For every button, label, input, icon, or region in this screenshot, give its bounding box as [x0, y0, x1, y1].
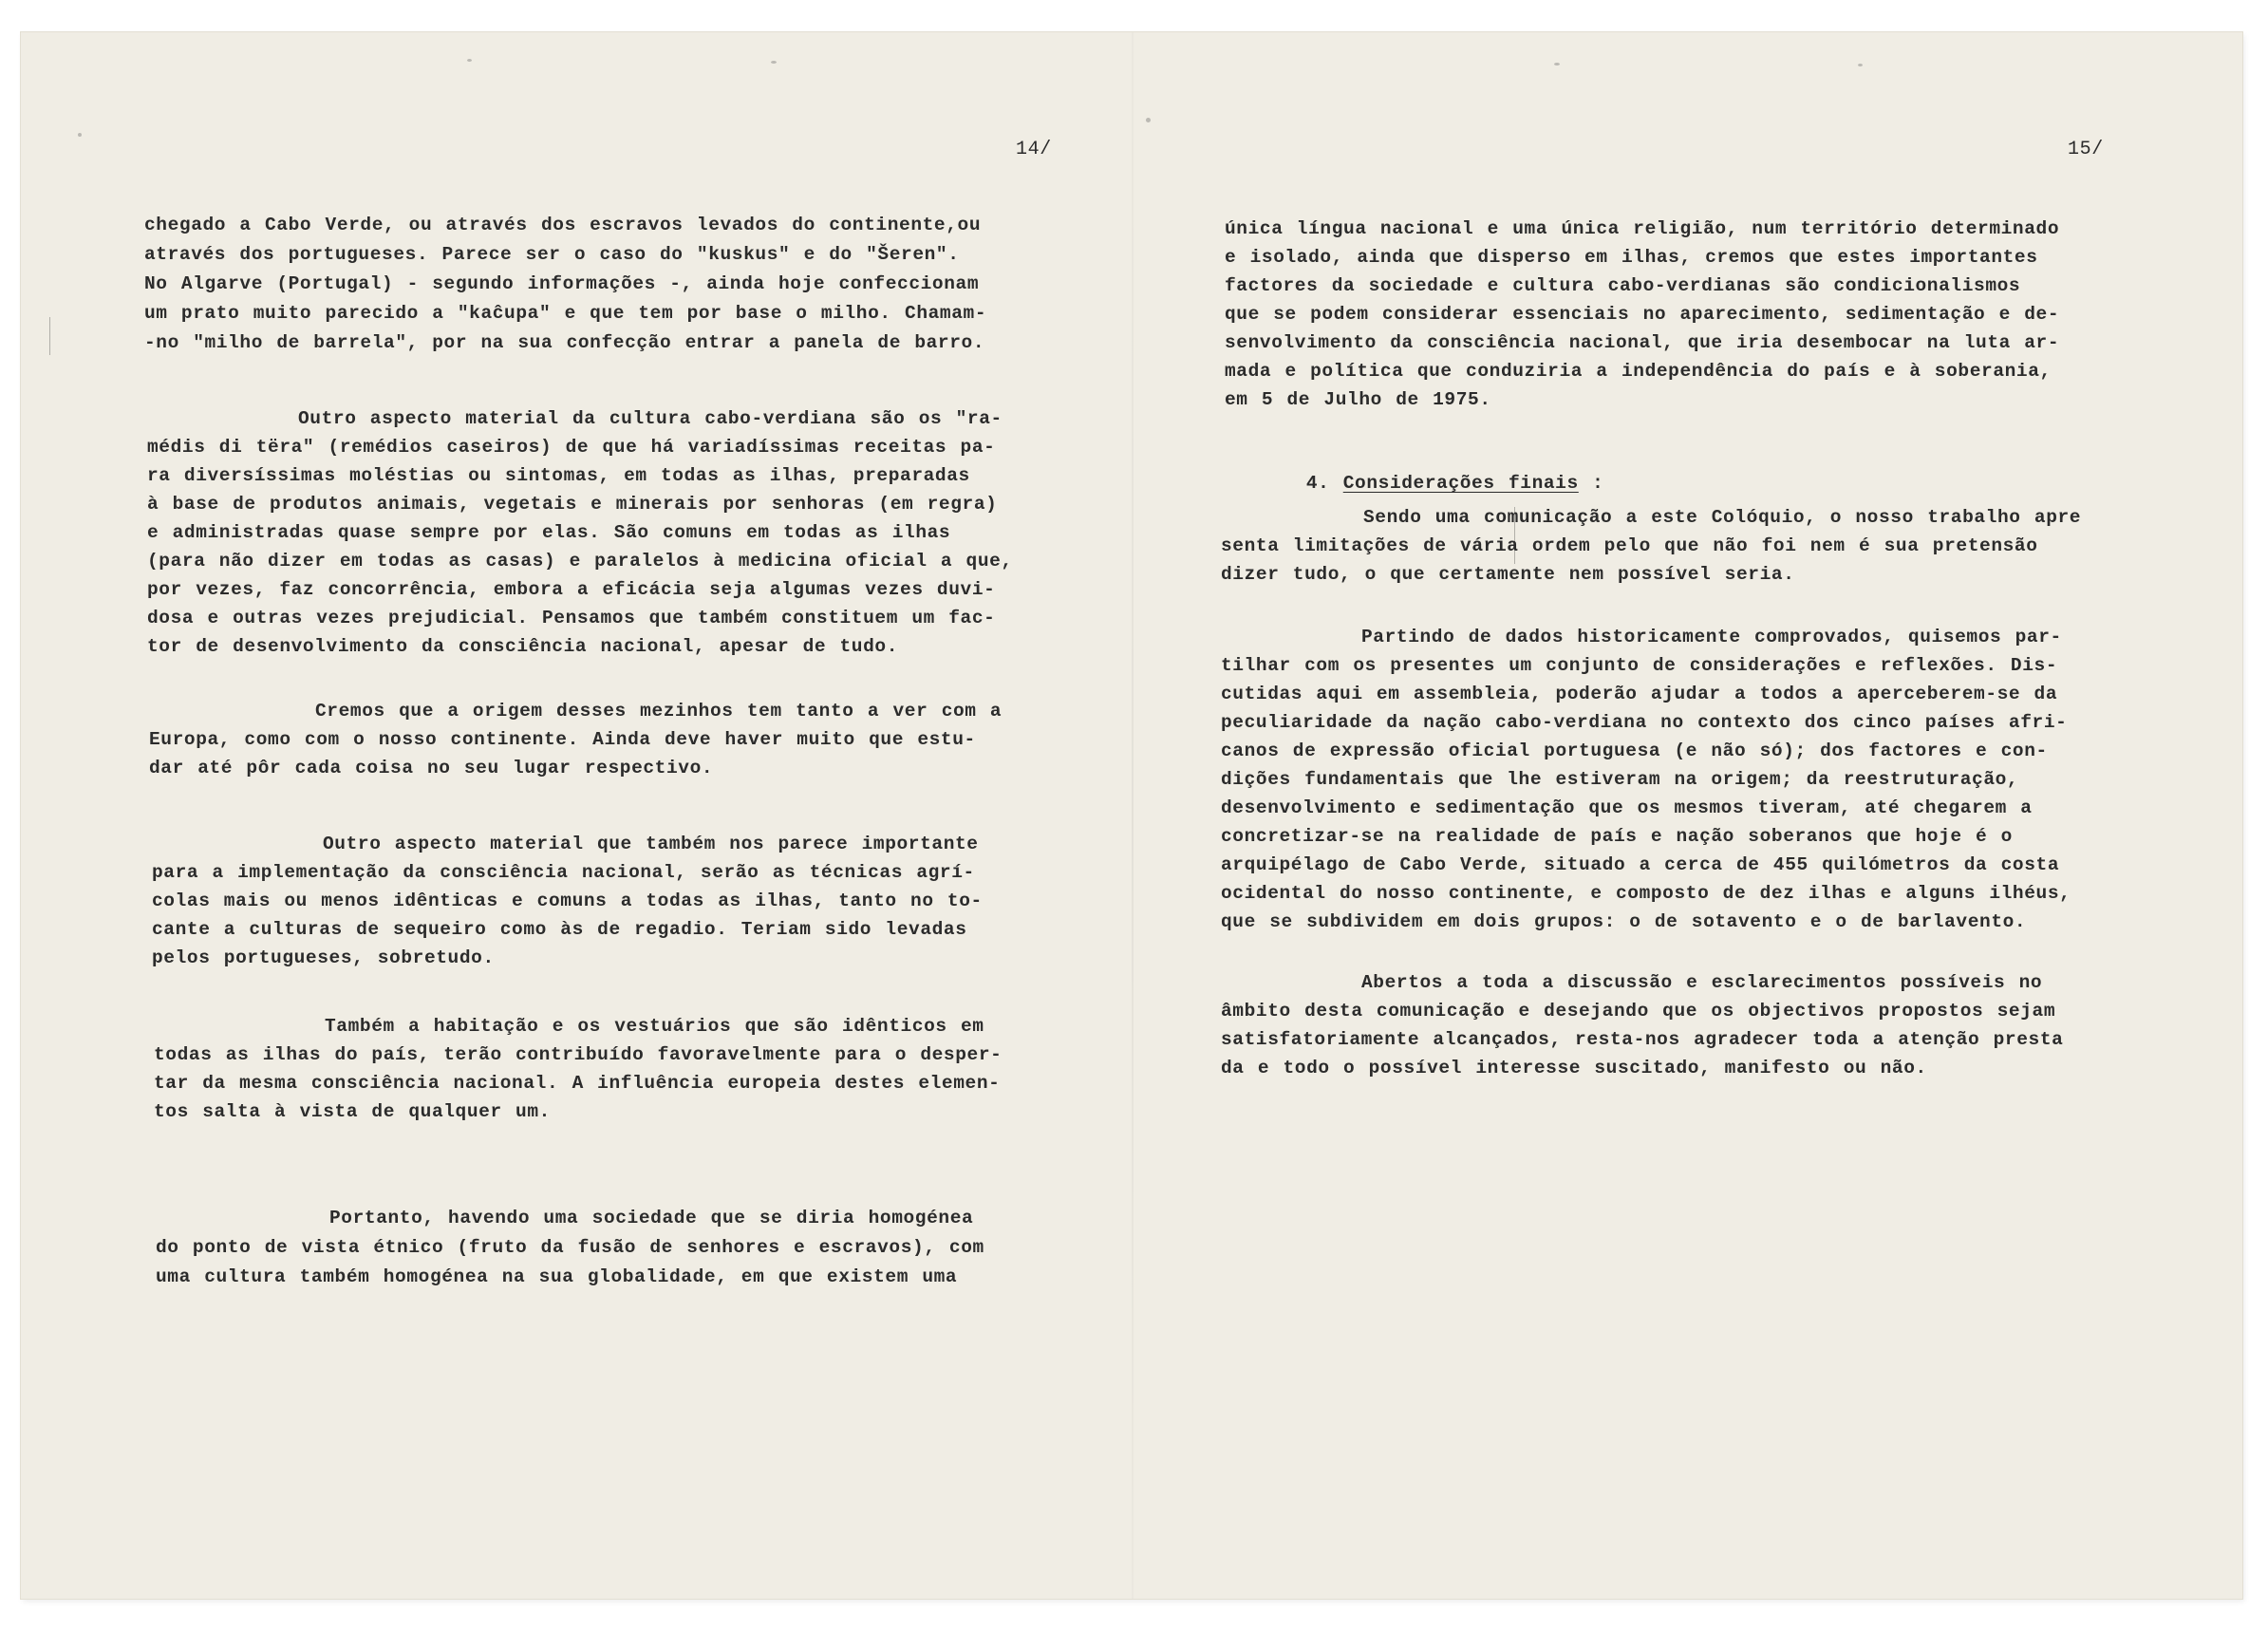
text-line: Abertos a toda a discussão e esclarecimentos possíveis no [1361, 972, 2043, 993]
ink-speck [78, 133, 82, 137]
pencil-mark [49, 317, 50, 355]
text-line: factores da sociedade e cultura cabo-verdianas são condicionalismos [1225, 275, 2021, 296]
text-line: tilhar com os presentes um conjunto de considerações e reflexões. Dis- [1221, 655, 2058, 676]
text-line: tor de desenvolvimento da consciência nacional, apesar de tudo. [147, 636, 899, 657]
text-line: concretizar-se na realidade de país e nação soberanos que hoje é o [1221, 826, 2013, 847]
text-line: chegado a Cabo Verde, ou através dos escravos levados do continente,ou [144, 215, 982, 235]
text-line: Europa, como com o nosso continente. Ainda deve haver muito que estu- [149, 729, 976, 750]
text-line: única língua nacional e uma única religião, num território determinado [1225, 218, 2060, 239]
text-line: dosa e outras vezes prejudicial. Pensamos que também constituem um fac- [147, 608, 996, 628]
text-line: No Algarve (Portugal) - segundo informações -, ainda hoje confeccionam [144, 273, 980, 294]
text-line: cutidas aqui em assembleia, poderão ajudar a todos a aperceberem-se da [1221, 684, 2058, 704]
text-line: que se podem considerar essenciais no aparecimento, sedimentação e de- [1225, 304, 2060, 325]
text-line: à base de produtos animais, vegetais e minerais por senhoras (em regra) [147, 494, 998, 515]
text-line: Outro aspecto material da cultura cabo-verdiana são os "ra- [298, 408, 1003, 429]
right-page [1198, 32, 2176, 1599]
text-line: pelos portugueses, sobretudo. [152, 947, 495, 968]
text-line: colas mais ou menos idênticas e comuns a todas as ilhas, tanto no to- [152, 890, 983, 911]
text-line: dar até pôr cada coisa no seu lugar respectivo. [149, 758, 714, 778]
text-line: por vezes, faz concorrência, embora a eficácia seja algumas vezes duvi- [147, 579, 996, 600]
text-line: dizer tudo, o que certamente nem possível seria. [1221, 564, 1795, 585]
text-line: tar da mesma consciência nacional. A influência europeia destes elemen- [154, 1073, 1001, 1094]
text-line: dições fundamentais que lhe estiveram na origem; da reestruturação, [1221, 769, 2019, 790]
text-line: tos salta à vista de qualquer um. [154, 1101, 551, 1122]
section-title: Considerações finais [1342, 473, 1579, 494]
text-line: canos de expressão oficial portuguesa (e não só); dos factores e con- [1221, 741, 2048, 761]
section-number: 4. [1305, 473, 1330, 494]
text-line: Sendo uma comunicação a este Colóquio, o nosso trabalho apre [1363, 507, 2082, 528]
text-line: âmbito desta comunicação e desejando que os objectivos propostos sejam [1221, 1001, 2056, 1022]
text-line: todas as ilhas do país, terão contribuído favoravelmente para o desper- [154, 1044, 1003, 1065]
text-line: ra diversíssimas moléstias ou sintomas, em todas as ilhas, preparadas [147, 465, 970, 486]
text-line: ocidental do nosso continente, e composto de dez ilhas e alguns ilhéus, [1221, 883, 2071, 904]
text-line: senta limitações de vária ordem pelo que não foi nem é sua pretensão [1221, 535, 2038, 556]
text-line: médis di tëra" (remédios caseiros) de que há variadíssimas receitas pa- [147, 437, 996, 458]
text-line: Outro aspecto material que também nos parece importante [323, 834, 979, 854]
text-line: e isolado, ainda que disperso em ilhas, cremos que estes importantes [1225, 247, 2038, 268]
text-line: e administradas quase sempre por elas. São comuns em todas as ilhas [147, 522, 951, 543]
text-line: Partindo de dados historicamente comprovados, quisemos par- [1361, 627, 2062, 647]
page-fold [1132, 32, 1134, 1599]
text-line: peculiaridade da nação cabo-verdiana no contexto dos cinco países afri- [1221, 712, 2068, 733]
page-number: 15/ [2068, 139, 2104, 160]
text-line: cante a culturas de sequeiro como às de regadio. Teriam sido levadas [152, 919, 967, 940]
text-line: uma cultura também homogénea na sua globalidade, em que existem uma [156, 1266, 958, 1287]
page-number: 14/ [1016, 139, 1052, 160]
text-line: mada e política que conduziria a independência do país e à soberania, [1225, 361, 2052, 382]
document-sheet [21, 32, 2242, 1599]
text-line: através dos portugueses. Parece ser o caso do "kuskus" e do "Šeren". [144, 244, 960, 265]
text-line: que se subdividem em dois grupos: o de sotavento e o de barlavento. [1221, 911, 2027, 932]
text-line: da e todo o possível interesse suscitado, manifesto ou não. [1221, 1058, 1927, 1078]
text-line: arquipélago de Cabo Verde, situado a cerca de 455 quilómetros da costa [1221, 854, 2060, 875]
text-line: Também a habitação e os vestuários que são idênticos em [325, 1016, 984, 1037]
text-line: Portanto, havendo uma sociedade que se diria homogénea [329, 1208, 974, 1228]
text-line: senvolvimento da consciência nacional, que iria desembocar na luta ar- [1225, 332, 2060, 353]
section-colon: : [1592, 473, 1604, 494]
text-line: -no "milho de barrela", por na sua confecção entrar a panela de barro. [144, 332, 985, 353]
text-line: em 5 de Julho de 1975. [1225, 389, 1491, 410]
text-line: um prato muito parecido a "kaĉupa" e que tem por base o milho. Chamam- [144, 303, 987, 324]
text-line: Cremos que a origem desses mezinhos tem tanto a ver com a [315, 701, 1003, 722]
text-line: do ponto de vista étnico (fruto da fusão de senhores e escravos), com [156, 1237, 984, 1258]
text-line: desenvolvimento e sedimentação que os mesmos tiveram, até chegarem a [1221, 797, 2033, 818]
text-line: para a implementação da consciência nacional, serão as técnicas agrí- [152, 862, 975, 883]
section-heading [1225, 441, 1604, 494]
text-line: (para não dizer em todas as casas) e paralelos à medicina oficial a que, [147, 551, 1013, 572]
ink-speck [1146, 118, 1151, 122]
left-page [144, 32, 1122, 1599]
text-line: satisfatoriamente alcançados, resta-nos agradecer toda a atenção presta [1221, 1029, 2064, 1050]
